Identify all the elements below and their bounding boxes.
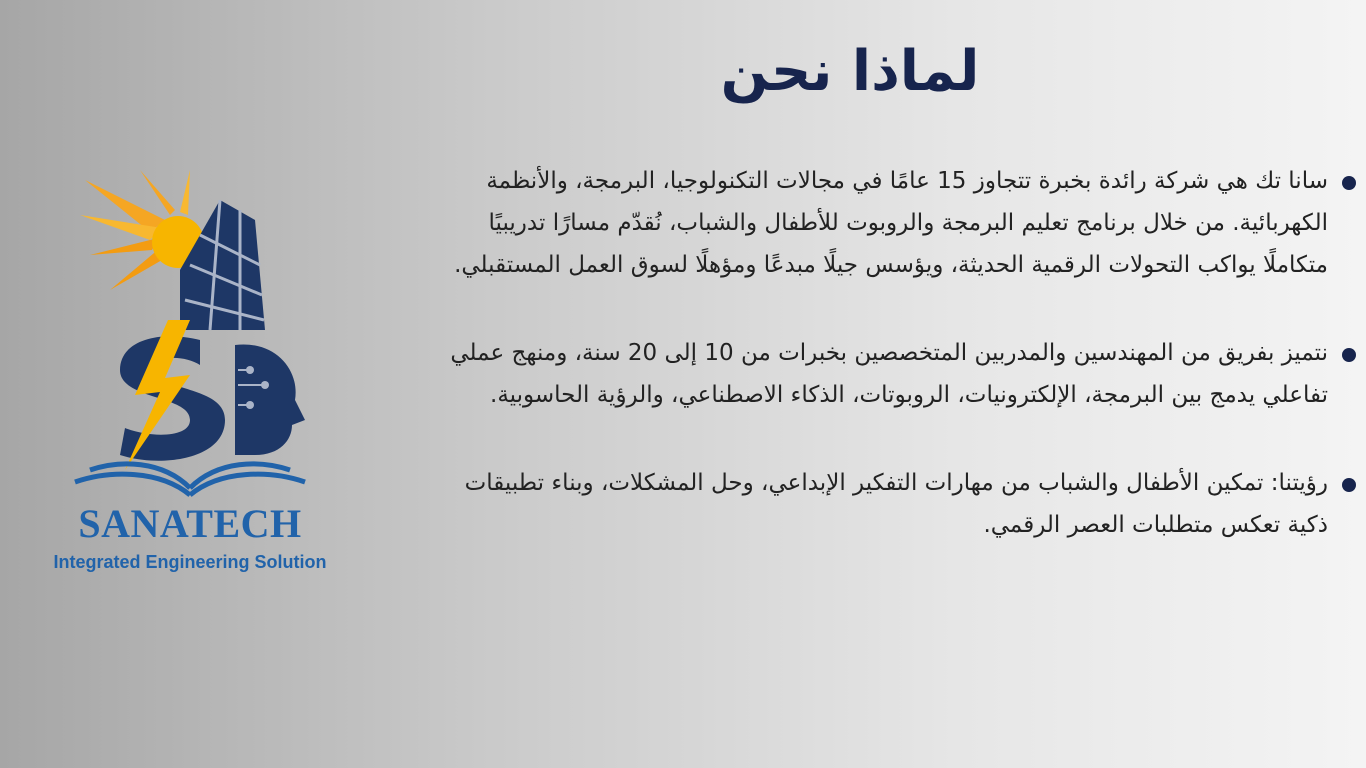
bullet-dot-icon bbox=[1342, 348, 1356, 362]
bullet-item bbox=[420, 160, 1360, 286]
logo-tagline: Integrated Engineering Solution bbox=[53, 552, 327, 572]
bullet-text: رؤيتنا: تمكين الأطفال والشباب من مهارات التفكير الإبداعي، وحل المشكلات، وبناء تطبيقات ذكية تعكس متطلبات العصر الرقمي. bbox=[464, 470, 1328, 538]
bullet-text: نتميز بفريق من المهندسين والمدربين المتخصصين بخبرات من 10 إلى 20 سنة، ومنهج عملي تفاعلي يدمج بين البرمجة، الإلكترونيات، الروبوتات، الذكاء الاصطناعي، والرؤية الحاسوبية. bbox=[450, 340, 1328, 408]
open-book-icon bbox=[75, 464, 305, 495]
bullet-text: سانا تك هي شركة رائدة بخبرة تتجاوز 15 عامًا في مجالات التكنولوجيا، البرمجة، والأنظمة الكهربائية. من خلال برنامج تعليم البرمجة والروبوت للأطفال والشباب، نُقدّم مسارًا تدريبيًا متكاملًا يواكب التحولات الرقمية الحديثة، ويؤسس جيلًا مبدعًا ومؤهلًا لسوق العمل المستقبلي. bbox=[454, 168, 1328, 278]
solar-panel-icon bbox=[180, 200, 265, 330]
head-circuit-icon bbox=[235, 344, 305, 455]
logo-graphic bbox=[50, 170, 330, 500]
bullet-dot-icon bbox=[1342, 478, 1356, 492]
bullet-item bbox=[420, 462, 1360, 546]
slide-title: لماذا نحن bbox=[720, 39, 980, 104]
company-logo bbox=[10, 170, 370, 590]
bullet-list bbox=[420, 160, 1360, 592]
bullet-item bbox=[420, 332, 1360, 416]
bullet-dot-icon bbox=[1342, 176, 1356, 190]
logo-name: SANATECH bbox=[78, 501, 302, 546]
